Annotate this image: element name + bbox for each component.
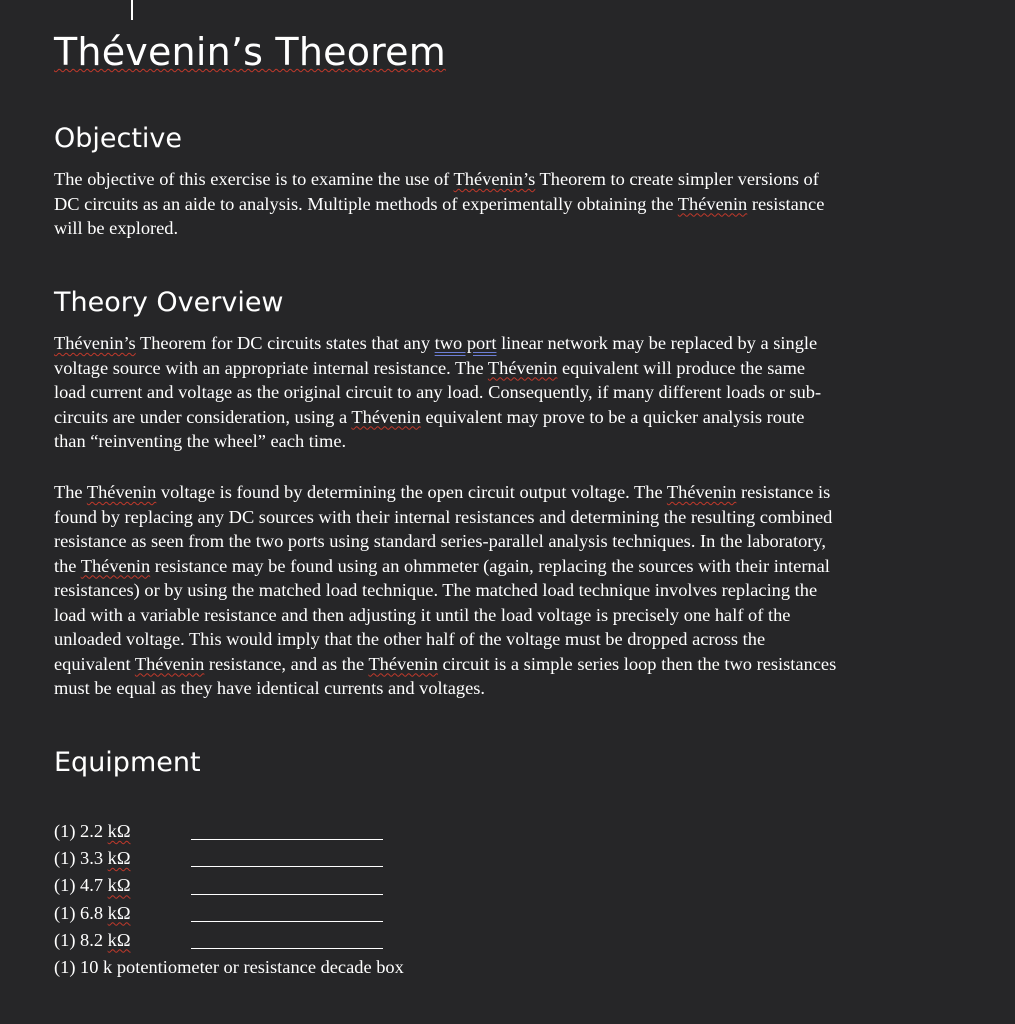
text-line: the Thévenin resistance may be found using an ohmmeter (again, replacing the sources with their internal <box>54 555 830 576</box>
theory-paragraph-1 <box>54 331 964 454</box>
equipment-list <box>54 818 404 981</box>
unit-kohm: kΩ <box>107 902 131 923</box>
equipment-item <box>54 872 404 899</box>
equipment-item <box>54 954 404 981</box>
text-line: The objective of this exercise is to examine the use of Thévenin’s Theorem to create simpler versions of <box>54 169 819 189</box>
theory-paragraph-2 <box>54 480 964 701</box>
equipment-item <box>54 818 404 845</box>
text-line: must be equal as they have identical currents and voltages. <box>54 678 486 698</box>
equipment-label: (1) 8.2 kΩ <box>54 929 131 950</box>
fill-in-blank-line[interactable] <box>191 877 383 895</box>
text-line: DC circuits as an aide to analysis. Multiple methods of experimentally obtaining the Thévenin resistance <box>54 193 825 214</box>
fill-in-blank-line[interactable] <box>191 904 383 922</box>
equipment-label: (1) 10 k potentiometer or resistance decade box <box>54 956 404 977</box>
fill-in-blank-line[interactable] <box>191 849 383 867</box>
unit-kohm: kΩ <box>107 820 131 841</box>
text-line: load with a variable resistance and then adjusting it until the load voltage is precisely one half of the <box>54 604 791 625</box>
fill-in-blank-line[interactable] <box>191 822 383 840</box>
fill-in-blank-line[interactable] <box>191 931 383 949</box>
page-title: Thévenin’s Theorem <box>54 30 446 74</box>
grammar-flag-phrase[interactable]: two port <box>434 333 497 353</box>
spellcheck-word[interactable]: Thévenin <box>666 482 737 502</box>
spellcheck-word[interactable]: Thévenin <box>351 406 421 427</box>
spellcheck-word[interactable]: Thévenin <box>134 653 205 674</box>
text-line: than “reinventing the wheel” each time. <box>54 431 347 451</box>
text-line: load current and voltage as the original circuit to any load. Consequently, if many different loads or sub- <box>54 382 822 402</box>
equipment-item <box>54 845 404 872</box>
unit-kohm: kΩ <box>107 848 131 869</box>
equipment-item <box>54 927 404 954</box>
spellcheck-word[interactable]: Thévenin <box>80 555 151 576</box>
text-line: resistances) or by using the matched load technique. The matched load technique involves replacing the <box>54 580 818 600</box>
unit-kohm: kΩ <box>107 929 131 950</box>
objective-paragraph <box>54 167 964 241</box>
equipment-label: (1) 2.2 kΩ <box>54 820 131 841</box>
unit-kohm: kΩ <box>107 875 131 896</box>
spellcheck-word[interactable]: Thévenin’s <box>54 333 136 353</box>
text-line: equivalent Thévenin resistance, and as the Thévenin circuit is a simple series loop then the two resistances <box>54 653 837 674</box>
text-line: voltage source with an appropriate internal resistance. The Thévenin equivalent will produce the same <box>54 357 806 378</box>
text-line: resistance as seen from the two ports using standard series-parallel analysis techniques. In the laboratory, <box>54 531 826 551</box>
spellcheck-word[interactable]: Thévenin <box>368 653 438 674</box>
text-line: Thévenin’s Theorem for DC circuits states that any two port linear network may be replaced by a single <box>54 333 818 353</box>
equipment-label: (1) 3.3 kΩ <box>54 848 131 869</box>
equipment-item <box>54 900 404 927</box>
equipment-heading: Equipment <box>54 747 201 778</box>
equipment-label: (1) 4.7 kΩ <box>54 875 131 896</box>
text-line: found by replacing any DC sources with their internal resistances and determining the resulting combined <box>54 506 833 527</box>
text-cursor <box>131 0 133 20</box>
spellcheck-word[interactable]: Thévenin <box>677 193 748 214</box>
equipment-label: (1) 6.8 kΩ <box>54 902 131 923</box>
spellcheck-word[interactable]: Thévenin <box>86 482 157 502</box>
objective-heading: Objective <box>54 123 183 154</box>
spellcheck-word[interactable]: Thévenin <box>487 357 558 378</box>
spellcheck-word[interactable]: Thévenin’s <box>453 169 536 189</box>
text-line: unloaded voltage. This would imply that the other half of the voltage must be dropped across the <box>54 629 766 649</box>
text-line: circuits are under consideration, using a Thévenin equivalent may prove to be a quicker analysis route <box>54 406 805 427</box>
text-line: The Thévenin voltage is found by determining the open circuit output voltage. The Thévenin resistance is <box>54 482 831 502</box>
theory-heading: Theory Overview <box>54 287 284 318</box>
text-line: will be explored. <box>54 218 179 238</box>
